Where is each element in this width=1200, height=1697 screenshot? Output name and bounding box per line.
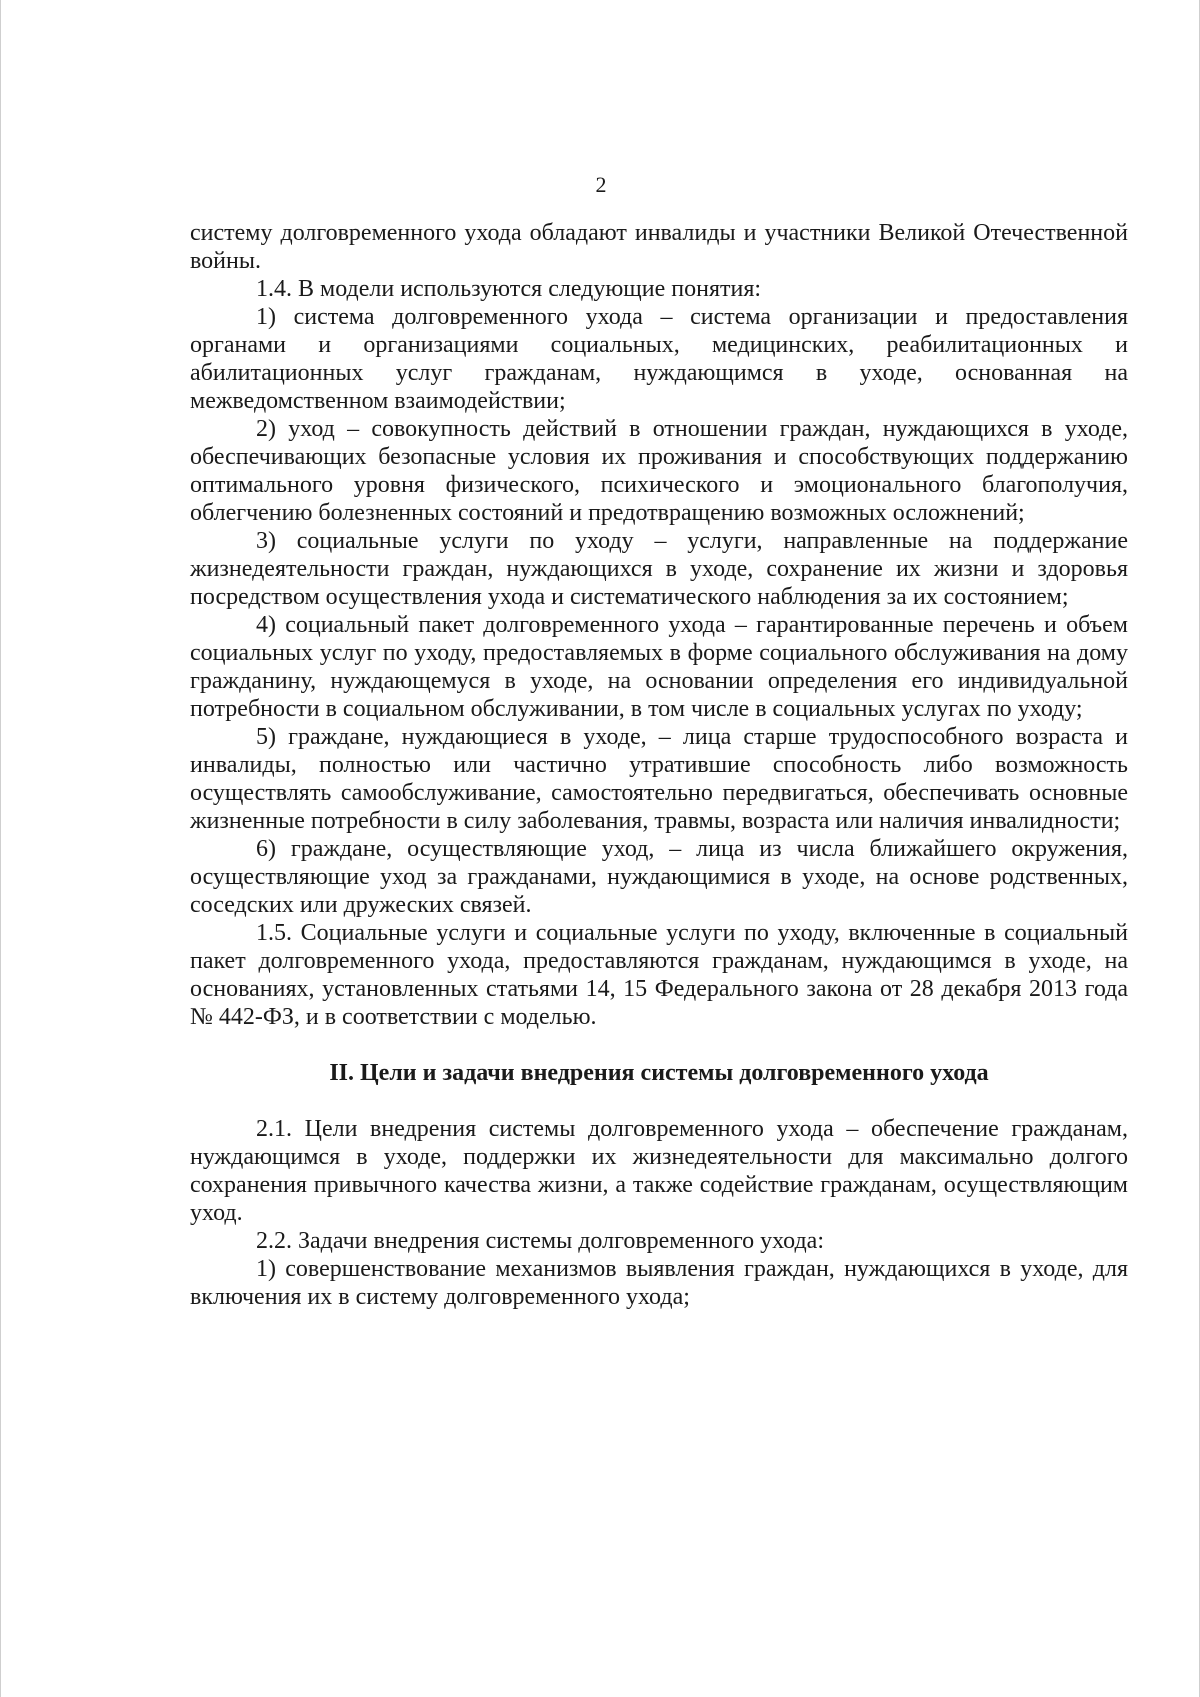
- section-heading: II. Цели и задачи внедрения системы долговременного ухода: [329, 1060, 989, 1086]
- paragraph: 4) социальный пакет долговременного ухода – гарантированные перечень и объем социальных услуг по уходу, предоставляемых в форме социального обслуживания на дому гражданину, нуждающемуся в уходе, на основании определения его индивидуальной потребности в социальном обслуживании, в том числе в социальных услугах по уходу;: [190, 612, 1128, 722]
- paragraph: 2.2. Задачи внедрения системы долговременного ухода:: [256, 1228, 824, 1254]
- paragraph: 2) уход – совокупность действий в отношении граждан, нуждающихся в уходе, обеспечивающих безопасные условия их проживания и способствующих поддержанию оптимального уровня физического, психического и эмоционального благополучия, облегчению болезненных состояний и предотвращению возможных осложнений;: [190, 416, 1128, 526]
- paragraph: 6) граждане, осуществляющие уход, – лица из числа ближайшего окружения, осуществляющие уход за гражданами, нуждающимися в уходе, на основе родственных, соседских или дружеских связей.: [190, 836, 1128, 918]
- paragraph: систему долговременного ухода обладают инвалиды и участники Великой Отечественной войны.: [190, 220, 1128, 274]
- paragraph: 1) совершенствование механизмов выявления граждан, нуждающихся в уходе, для включения их в систему долговременного ухода;: [190, 1256, 1128, 1310]
- paragraph: 5) граждане, нуждающиеся в уходе, – лица старше трудоспособного возраста и инвалиды, полностью или частично утратившие способность либо возможность осуществлять самообслуживание, самостоятельно передвигаться, обеспечивать основные жизненные потребности в силу заболевания, травмы, возраста или наличия инвалидности;: [190, 724, 1128, 834]
- paragraph: 3) социальные услуги по уходу – услуги, направленные на поддержание жизнедеятельности граждан, нуждающихся в уходе, сохранение их жизни и здоровья посредством осуществления ухода и систематического наблюдения за их состоянием;: [190, 528, 1128, 610]
- page-number: 2: [595, 172, 607, 197]
- paragraph: 1) система долговременного ухода – система организации и предоставления органами и организациями социальных, медицинских, реабилитационных и абилитационных услуг гражданам, нуждающимся в уходе, основанная на межведомственном взаимодействии;: [190, 304, 1128, 414]
- paragraph: 2.1. Цели внедрения системы долговременного ухода – обеспечение гражданам, нуждающимся в уходе, поддержки их жизнедеятельности для максимально долгого сохранения привычного качества жизни, а также содействие гражданам, осуществляющим уход.: [190, 1116, 1128, 1226]
- paragraph: 1.5. Социальные услуги и социальные услуги по уходу, включенные в социальный пакет долговременного ухода, предоставляются гражданам, нуждающимся в уходе, на основаниях, установленных статьями 14, 15 Федерального закона от 28 декабря 2013 года № 442-ФЗ, и в соответствии с моделью.: [190, 920, 1128, 1030]
- paragraph: 1.4. В модели используются следующие понятия:: [256, 276, 762, 302]
- document-body: [190, 219, 1128, 1311]
